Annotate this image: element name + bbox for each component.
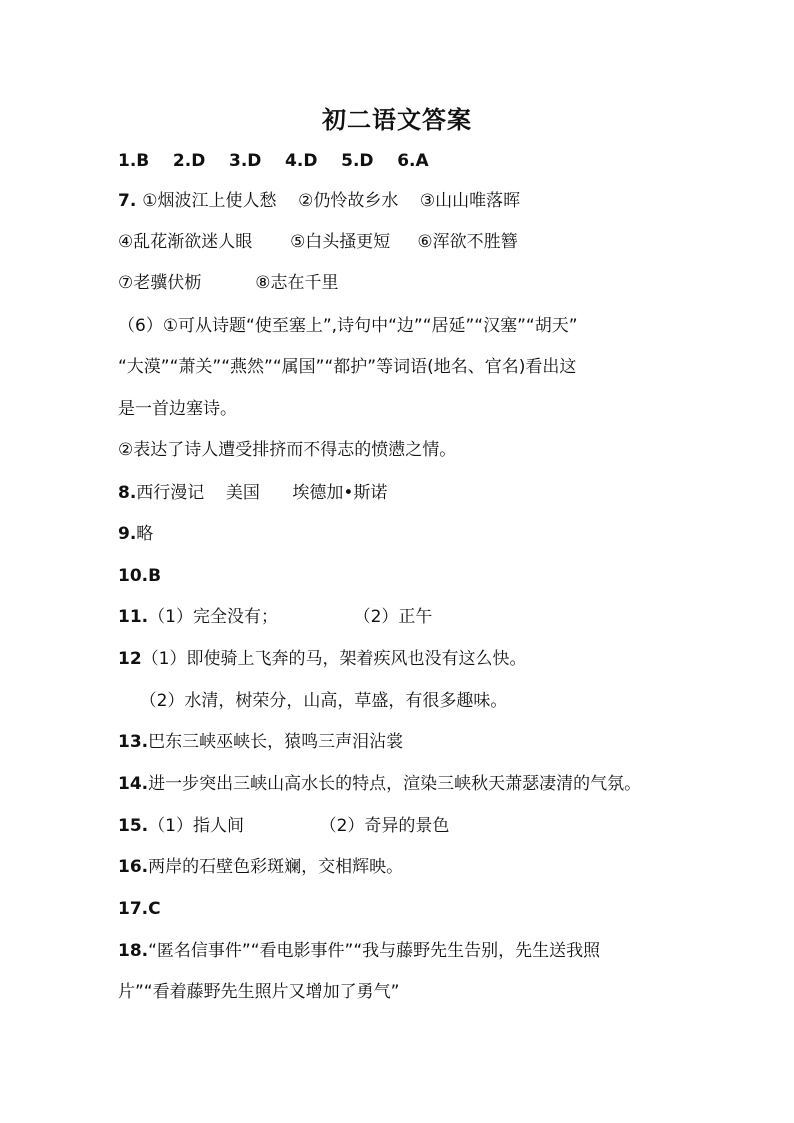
answer-line-7b — [118, 231, 518, 253]
answer-text: ②表达了诗人遭受排挤而不得志的愤懑之情。 — [118, 440, 457, 460]
answer-text: （6）①可从诗题“使至塞上”,诗句中“边”“居延”“汉塞”“胡天” — [118, 316, 578, 336]
answer-number: 12 — [118, 649, 142, 669]
answer-line-6c — [118, 398, 237, 420]
answer-line-8 — [118, 482, 387, 504]
answer-text: “大漠”“萧关”“燕然”“属国”“都护”等词语(地名、官名)看出这 — [118, 357, 577, 377]
answer-line-6a — [118, 315, 578, 337]
answer-line-14 — [118, 773, 641, 795]
answer-number: 7. — [118, 191, 143, 211]
answer-line-12 — [118, 648, 527, 670]
answer-line-11 — [118, 606, 432, 628]
answer-text: 片”“看着藤野先生照片又增加了勇气” — [118, 982, 400, 1002]
answer-number: 15. — [118, 816, 149, 836]
answer-text: 略 — [136, 524, 154, 544]
answer-line-18 — [118, 940, 600, 962]
answer-text: 巴东三峡巫峡长，猿鸣三声泪沾裳 — [148, 732, 404, 752]
answer-line-6d — [118, 439, 456, 461]
answer-text: （1）完全没有； （2）正午 — [148, 607, 433, 627]
page-title: 初二语文答案 — [322, 106, 472, 134]
answer-line-17 — [118, 898, 161, 920]
answer-text: ①烟波江上使人愁 ②仍怜故乡水 ③山山唯落晖 — [142, 191, 521, 211]
answer-line-7c — [118, 272, 339, 294]
answer-line-13 — [118, 731, 403, 753]
answer-number: 13. — [118, 732, 149, 752]
answer-text: 两岸的石壁色彩斑斓，交相辉映。 — [148, 857, 404, 877]
answer-text: ④乱花渐欲迷人眼 ⑤白头搔更短 ⑥浑欲不胜簪 — [118, 232, 518, 252]
answer-number: 11. — [118, 607, 149, 627]
answer-text: 进一步突出三峡山高水长的特点，渲染三峡秋天萧瑟凄清的气氛。 — [148, 774, 642, 794]
answer-number: 18. — [118, 941, 149, 961]
answer-number: 16. — [118, 857, 149, 877]
answer-text: （1）指人间 （2）奇异的景色 — [148, 816, 450, 836]
answer-number: 9. — [118, 524, 137, 544]
answer-text: （2）水清，树荣分，山高，草盛，有很多趣味。 — [118, 691, 508, 711]
answer-text: ⑦老骥伏枥 ⑧志在千里 — [118, 273, 339, 293]
answer-number: 1.B 2.D 3.D 4.D 5.D 6.A — [118, 151, 429, 171]
answer-line-6b — [118, 356, 576, 378]
answer-number: 17.C — [118, 899, 161, 919]
answer-line-1 — [118, 150, 429, 172]
answer-line-12b — [118, 690, 507, 712]
answer-line-15 — [118, 815, 449, 837]
answer-text: （1）即使骑上飞奔的马，架着疾风也没有这么快。 — [141, 649, 527, 669]
answer-number: 14. — [118, 774, 149, 794]
answer-text: 西行漫记 美国 埃德加•斯诺 — [136, 483, 388, 503]
answer-line-9 — [118, 523, 153, 545]
answer-text: 是一首边塞诗。 — [118, 399, 237, 419]
answer-line-16 — [118, 856, 403, 878]
answer-line-18b — [118, 981, 399, 1003]
answer-text: “匿名信事件”“看电影事件”“我与藤野先生告别，先生送我照 — [148, 941, 601, 961]
answer-line-10 — [118, 565, 161, 587]
answer-line-7 — [118, 190, 520, 212]
answer-number: 8. — [118, 483, 137, 503]
answer-number: 10.B — [118, 566, 162, 586]
